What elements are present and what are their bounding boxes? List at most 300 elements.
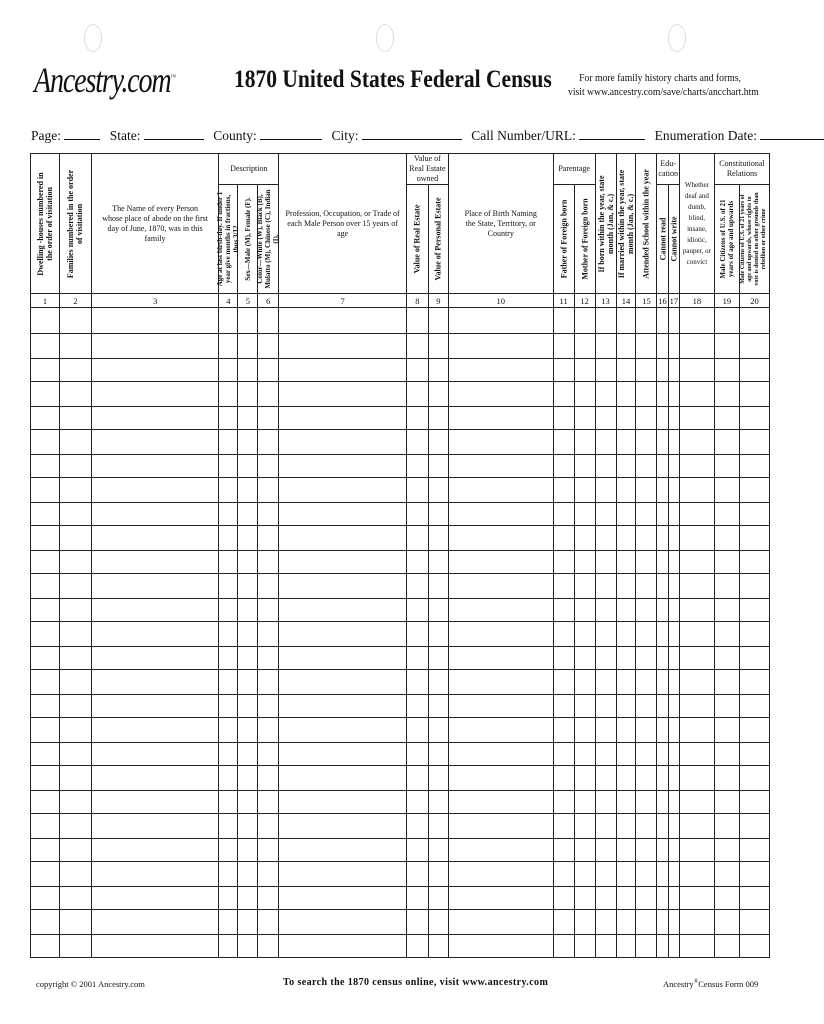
entry-cell[interactable] (59, 670, 91, 695)
entry-cell[interactable] (636, 887, 657, 910)
entry-cell[interactable] (91, 478, 219, 503)
entry-cell[interactable] (428, 382, 448, 407)
entry-cell[interactable] (59, 455, 91, 478)
entry-cell[interactable] (595, 791, 616, 814)
entry-cell[interactable] (258, 622, 279, 647)
entry-cell[interactable] (406, 695, 428, 718)
enumeration-date-field[interactable] (760, 129, 824, 140)
entry-cell[interactable] (739, 334, 769, 359)
entry-cell[interactable] (657, 695, 668, 718)
entry-cell[interactable] (258, 478, 279, 503)
entry-cell[interactable] (279, 814, 407, 839)
entry-cell[interactable] (406, 743, 428, 766)
entry-cell[interactable] (428, 503, 448, 526)
entry-cell[interactable] (714, 910, 739, 935)
entry-cell[interactable] (679, 862, 714, 887)
entry-cell[interactable] (739, 599, 769, 622)
entry-cell[interactable] (636, 647, 657, 670)
entry-cell[interactable] (279, 382, 407, 407)
entry-cell[interactable] (279, 407, 407, 430)
state-field[interactable] (144, 129, 204, 140)
entry-cell[interactable] (219, 359, 238, 382)
entry-cell[interactable] (739, 430, 769, 455)
entry-cell[interactable] (91, 766, 219, 791)
entry-cell[interactable] (668, 382, 679, 407)
entry-cell[interactable] (428, 622, 448, 647)
entry-cell[interactable] (219, 670, 238, 695)
entry-cell[interactable] (668, 334, 679, 359)
entry-cell[interactable] (657, 574, 668, 599)
entry-cell[interactable] (574, 574, 595, 599)
entry-cell[interactable] (668, 670, 679, 695)
entry-cell[interactable] (428, 334, 448, 359)
entry-cell[interactable] (714, 647, 739, 670)
entry-cell[interactable] (679, 839, 714, 862)
entry-cell[interactable] (714, 551, 739, 574)
entry-cell[interactable] (574, 622, 595, 647)
entry-cell[interactable] (657, 839, 668, 862)
entry-cell[interactable] (616, 455, 636, 478)
entry-cell[interactable] (553, 814, 574, 839)
entry-cell[interactable] (91, 308, 219, 334)
entry-cell[interactable] (574, 382, 595, 407)
entry-cell[interactable] (668, 551, 679, 574)
entry-cell[interactable] (739, 503, 769, 526)
entry-cell[interactable] (636, 308, 657, 334)
entry-cell[interactable] (238, 718, 258, 743)
entry-cell[interactable] (739, 359, 769, 382)
entry-cell[interactable] (406, 551, 428, 574)
entry-cell[interactable] (574, 308, 595, 334)
entry-cell[interactable] (574, 935, 595, 958)
entry-cell[interactable] (258, 862, 279, 887)
entry-cell[interactable] (616, 407, 636, 430)
entry-cell[interactable] (679, 551, 714, 574)
entry-cell[interactable] (657, 766, 668, 791)
entry-cell[interactable] (553, 526, 574, 551)
entry-cell[interactable] (714, 478, 739, 503)
entry-cell[interactable] (258, 887, 279, 910)
entry-cell[interactable] (279, 910, 407, 935)
entry-cell[interactable] (616, 599, 636, 622)
entry-cell[interactable] (636, 791, 657, 814)
entry-cell[interactable] (91, 382, 219, 407)
entry-cell[interactable] (91, 839, 219, 862)
entry-cell[interactable] (574, 478, 595, 503)
entry-cell[interactable] (574, 551, 595, 574)
entry-cell[interactable] (668, 622, 679, 647)
city-field[interactable] (362, 129, 462, 140)
entry-cell[interactable] (553, 308, 574, 334)
entry-cell[interactable] (59, 478, 91, 503)
entry-cell[interactable] (595, 647, 616, 670)
entry-cell[interactable] (657, 647, 668, 670)
entry-cell[interactable] (279, 935, 407, 958)
entry-cell[interactable] (31, 359, 60, 382)
entry-cell[interactable] (406, 814, 428, 839)
entry-cell[interactable] (714, 359, 739, 382)
entry-cell[interactable] (553, 647, 574, 670)
entry-cell[interactable] (636, 503, 657, 526)
entry-cell[interactable] (279, 670, 407, 695)
entry-cell[interactable] (428, 478, 448, 503)
entry-cell[interactable] (595, 766, 616, 791)
entry-cell[interactable] (448, 308, 553, 334)
entry-cell[interactable] (574, 695, 595, 718)
entry-cell[interactable] (428, 407, 448, 430)
entry-cell[interactable] (448, 647, 553, 670)
entry-cell[interactable] (668, 599, 679, 622)
entry-cell[interactable] (448, 574, 553, 599)
entry-cell[interactable] (219, 935, 238, 958)
entry-cell[interactable] (279, 839, 407, 862)
entry-cell[interactable] (739, 551, 769, 574)
entry-cell[interactable] (553, 430, 574, 455)
entry-cell[interactable] (238, 910, 258, 935)
entry-cell[interactable] (714, 407, 739, 430)
entry-cell[interactable] (679, 526, 714, 551)
entry-cell[interactable] (574, 407, 595, 430)
entry-cell[interactable] (238, 574, 258, 599)
entry-cell[interactable] (448, 430, 553, 455)
entry-cell[interactable] (59, 407, 91, 430)
entry-cell[interactable] (448, 622, 553, 647)
entry-cell[interactable] (657, 910, 668, 935)
entry-cell[interactable] (657, 382, 668, 407)
entry-cell[interactable] (679, 791, 714, 814)
entry-cell[interactable] (679, 670, 714, 695)
entry-cell[interactable] (616, 814, 636, 839)
entry-cell[interactable] (59, 839, 91, 862)
entry-cell[interactable] (59, 308, 91, 334)
entry-cell[interactable] (91, 526, 219, 551)
entry-cell[interactable] (91, 935, 219, 958)
entry-cell[interactable] (553, 910, 574, 935)
entry-cell[interactable] (595, 359, 616, 382)
entry-cell[interactable] (428, 359, 448, 382)
entry-cell[interactable] (668, 455, 679, 478)
entry-cell[interactable] (553, 551, 574, 574)
entry-cell[interactable] (406, 430, 428, 455)
entry-cell[interactable] (31, 526, 60, 551)
entry-cell[interactable] (448, 935, 553, 958)
entry-cell[interactable] (679, 407, 714, 430)
entry-cell[interactable] (739, 382, 769, 407)
entry-cell[interactable] (668, 308, 679, 334)
entry-cell[interactable] (59, 814, 91, 839)
entry-cell[interactable] (219, 599, 238, 622)
entry-cell[interactable] (428, 718, 448, 743)
entry-cell[interactable] (31, 455, 60, 478)
entry-cell[interactable] (574, 743, 595, 766)
entry-cell[interactable] (59, 599, 91, 622)
entry-cell[interactable] (428, 862, 448, 887)
entry-cell[interactable] (31, 718, 60, 743)
entry-cell[interactable] (668, 574, 679, 599)
entry-cell[interactable] (595, 887, 616, 910)
entry-cell[interactable] (31, 791, 60, 814)
entry-cell[interactable] (59, 791, 91, 814)
entry-cell[interactable] (279, 622, 407, 647)
entry-cell[interactable] (714, 526, 739, 551)
entry-cell[interactable] (428, 455, 448, 478)
entry-cell[interactable] (553, 862, 574, 887)
entry-cell[interactable] (428, 647, 448, 670)
entry-cell[interactable] (636, 574, 657, 599)
entry-cell[interactable] (657, 622, 668, 647)
entry-cell[interactable] (553, 359, 574, 382)
entry-cell[interactable] (219, 695, 238, 718)
entry-cell[interactable] (679, 574, 714, 599)
entry-cell[interactable] (595, 910, 616, 935)
entry-cell[interactable] (448, 766, 553, 791)
entry-cell[interactable] (668, 695, 679, 718)
entry-cell[interactable] (428, 574, 448, 599)
entry-cell[interactable] (91, 599, 219, 622)
entry-cell[interactable] (616, 910, 636, 935)
entry-cell[interactable] (739, 718, 769, 743)
entry-cell[interactable] (406, 670, 428, 695)
entry-cell[interactable] (238, 766, 258, 791)
entry-cell[interactable] (616, 574, 636, 599)
entry-cell[interactable] (238, 622, 258, 647)
entry-cell[interactable] (739, 910, 769, 935)
entry-cell[interactable] (739, 407, 769, 430)
entry-cell[interactable] (238, 814, 258, 839)
entry-cell[interactable] (448, 743, 553, 766)
entry-cell[interactable] (714, 670, 739, 695)
entry-cell[interactable] (739, 814, 769, 839)
entry-cell[interactable] (279, 695, 407, 718)
entry-cell[interactable] (739, 622, 769, 647)
entry-cell[interactable] (428, 887, 448, 910)
entry-cell[interactable] (679, 766, 714, 791)
entry-cell[interactable] (553, 766, 574, 791)
entry-cell[interactable] (448, 478, 553, 503)
entry-cell[interactable] (739, 766, 769, 791)
entry-cell[interactable] (59, 718, 91, 743)
entry-cell[interactable] (279, 430, 407, 455)
entry-cell[interactable] (238, 334, 258, 359)
entry-cell[interactable] (91, 814, 219, 839)
entry-cell[interactable] (31, 839, 60, 862)
entry-cell[interactable] (657, 478, 668, 503)
entry-cell[interactable] (428, 430, 448, 455)
entry-cell[interactable] (238, 382, 258, 407)
entry-cell[interactable] (258, 551, 279, 574)
entry-cell[interactable] (219, 551, 238, 574)
entry-cell[interactable] (428, 839, 448, 862)
entry-cell[interactable] (714, 718, 739, 743)
entry-cell[interactable] (59, 382, 91, 407)
entry-cell[interactable] (739, 935, 769, 958)
entry-cell[interactable] (616, 935, 636, 958)
entry-cell[interactable] (258, 526, 279, 551)
entry-cell[interactable] (406, 382, 428, 407)
entry-cell[interactable] (595, 574, 616, 599)
entry-cell[interactable] (679, 887, 714, 910)
entry-cell[interactable] (714, 382, 739, 407)
entry-cell[interactable] (258, 359, 279, 382)
entry-cell[interactable] (31, 647, 60, 670)
entry-cell[interactable] (714, 334, 739, 359)
entry-cell[interactable] (553, 622, 574, 647)
entry-cell[interactable] (279, 526, 407, 551)
entry-cell[interactable] (574, 526, 595, 551)
entry-cell[interactable] (739, 887, 769, 910)
entry-cell[interactable] (406, 622, 428, 647)
entry-cell[interactable] (219, 862, 238, 887)
entry-cell[interactable] (258, 574, 279, 599)
entry-cell[interactable] (219, 718, 238, 743)
entry-cell[interactable] (258, 910, 279, 935)
entry-cell[interactable] (574, 430, 595, 455)
entry-cell[interactable] (91, 670, 219, 695)
entry-cell[interactable] (679, 308, 714, 334)
entry-cell[interactable] (238, 887, 258, 910)
entry-cell[interactable] (668, 887, 679, 910)
entry-cell[interactable] (616, 887, 636, 910)
entry-cell[interactable] (238, 647, 258, 670)
entry-cell[interactable] (595, 718, 616, 743)
entry-cell[interactable] (279, 862, 407, 887)
entry-cell[interactable] (31, 382, 60, 407)
entry-cell[interactable] (219, 910, 238, 935)
entry-cell[interactable] (258, 503, 279, 526)
entry-cell[interactable] (657, 308, 668, 334)
entry-cell[interactable] (636, 718, 657, 743)
entry-cell[interactable] (448, 695, 553, 718)
entry-cell[interactable] (448, 359, 553, 382)
entry-cell[interactable] (31, 814, 60, 839)
entry-cell[interactable] (616, 551, 636, 574)
entry-cell[interactable] (91, 887, 219, 910)
entry-cell[interactable] (258, 647, 279, 670)
entry-cell[interactable] (679, 910, 714, 935)
entry-cell[interactable] (279, 766, 407, 791)
entry-cell[interactable] (238, 478, 258, 503)
entry-cell[interactable] (679, 359, 714, 382)
entry-cell[interactable] (59, 743, 91, 766)
entry-cell[interactable] (616, 839, 636, 862)
entry-cell[interactable] (428, 910, 448, 935)
entry-cell[interactable] (219, 839, 238, 862)
entry-cell[interactable] (91, 334, 219, 359)
entry-cell[interactable] (595, 503, 616, 526)
entry-cell[interactable] (616, 334, 636, 359)
entry-cell[interactable] (219, 503, 238, 526)
entry-cell[interactable] (91, 862, 219, 887)
entry-cell[interactable] (406, 718, 428, 743)
entry-cell[interactable] (238, 551, 258, 574)
entry-cell[interactable] (59, 862, 91, 887)
entry-cell[interactable] (238, 430, 258, 455)
entry-cell[interactable] (219, 407, 238, 430)
entry-cell[interactable] (616, 526, 636, 551)
entry-cell[interactable] (258, 430, 279, 455)
entry-cell[interactable] (739, 526, 769, 551)
entry-cell[interactable] (428, 791, 448, 814)
entry-cell[interactable] (448, 526, 553, 551)
entry-cell[interactable] (428, 599, 448, 622)
entry-cell[interactable] (238, 359, 258, 382)
entry-cell[interactable] (657, 359, 668, 382)
entry-cell[interactable] (679, 599, 714, 622)
entry-cell[interactable] (91, 718, 219, 743)
entry-cell[interactable] (714, 743, 739, 766)
entry-cell[interactable] (238, 935, 258, 958)
entry-cell[interactable] (91, 430, 219, 455)
entry-cell[interactable] (279, 455, 407, 478)
entry-cell[interactable] (595, 743, 616, 766)
entry-cell[interactable] (91, 574, 219, 599)
entry-cell[interactable] (406, 503, 428, 526)
entry-cell[interactable] (91, 622, 219, 647)
entry-cell[interactable] (636, 743, 657, 766)
entry-cell[interactable] (595, 382, 616, 407)
entry-cell[interactable] (553, 455, 574, 478)
entry-cell[interactable] (668, 935, 679, 958)
entry-cell[interactable] (668, 503, 679, 526)
entry-cell[interactable] (238, 526, 258, 551)
entry-cell[interactable] (428, 743, 448, 766)
entry-cell[interactable] (31, 430, 60, 455)
entry-cell[interactable] (91, 695, 219, 718)
entry-cell[interactable] (714, 839, 739, 862)
entry-cell[interactable] (31, 670, 60, 695)
entry-cell[interactable] (714, 862, 739, 887)
entry-cell[interactable] (31, 334, 60, 359)
entry-cell[interactable] (406, 359, 428, 382)
entry-cell[interactable] (595, 308, 616, 334)
entry-cell[interactable] (59, 887, 91, 910)
entry-cell[interactable] (553, 887, 574, 910)
entry-cell[interactable] (59, 910, 91, 935)
entry-cell[interactable] (739, 647, 769, 670)
entry-cell[interactable] (595, 814, 616, 839)
entry-cell[interactable] (553, 743, 574, 766)
entry-cell[interactable] (238, 599, 258, 622)
entry-cell[interactable] (595, 334, 616, 359)
entry-cell[interactable] (219, 526, 238, 551)
entry-cell[interactable] (219, 430, 238, 455)
entry-cell[interactable] (59, 766, 91, 791)
entry-cell[interactable] (238, 308, 258, 334)
entry-cell[interactable] (59, 695, 91, 718)
entry-cell[interactable] (31, 478, 60, 503)
entry-cell[interactable] (668, 910, 679, 935)
entry-cell[interactable] (279, 718, 407, 743)
entry-cell[interactable] (616, 862, 636, 887)
entry-cell[interactable] (714, 430, 739, 455)
entry-cell[interactable] (574, 670, 595, 695)
entry-cell[interactable] (258, 455, 279, 478)
entry-cell[interactable] (574, 503, 595, 526)
entry-cell[interactable] (595, 430, 616, 455)
entry-cell[interactable] (679, 503, 714, 526)
entry-cell[interactable] (258, 766, 279, 791)
entry-cell[interactable] (657, 862, 668, 887)
entry-cell[interactable] (636, 910, 657, 935)
entry-cell[interactable] (679, 430, 714, 455)
entry-cell[interactable] (616, 382, 636, 407)
entry-cell[interactable] (574, 718, 595, 743)
entry-cell[interactable] (91, 359, 219, 382)
county-field[interactable] (260, 129, 322, 140)
entry-cell[interactable] (739, 574, 769, 599)
entry-cell[interactable] (428, 935, 448, 958)
entry-cell[interactable] (279, 574, 407, 599)
